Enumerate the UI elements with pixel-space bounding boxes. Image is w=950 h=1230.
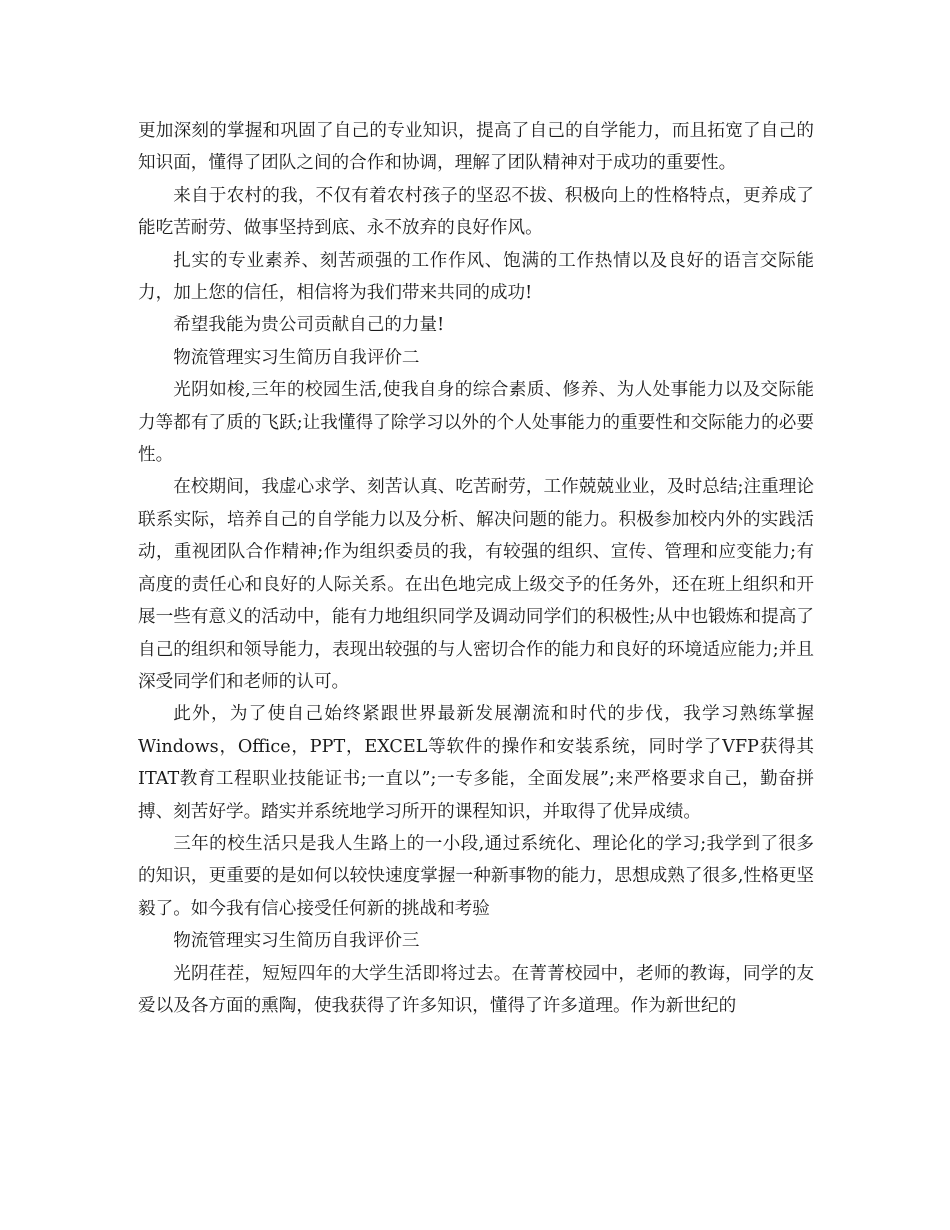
section-heading-2: 物流管理实习生简历自我评价二: [173, 347, 420, 368]
paragraph-6: 在校期间，我虚心求学、刻苦认真、吃苦耐劳，工作兢兢业业，及时总结;注重理论联系实际，培养自己的自学能力以及分析、解决问题的能力。积极参加校内外的实践活动，重视团队合作精神;作为组织委员的我，有较强的组织、宣传、管理和应变能力;有高度的责任心和良好的人际关系。在出色地完成上级交予的任务外，还在班上组织和开展一些有意义的活动中，能有力地组织同学及调动同学们的积极性;从中也锻炼和提高了自己的组织和领导能力，表现出较强的与人密切合作的能力和良好的环境适应能力;并且深受同学们和老师的认可。: [138, 477, 814, 692]
paragraph-2: 来自于农村的我，不仅有着农村孩子的坚忍不拔、积极向上的性格特点，更养成了能吃苦耐劳、做事坚持到底、永不放弃的良好作风。: [138, 185, 814, 239]
paragraph-4: 希望我能为贵公司贡献自己的力量!: [173, 315, 445, 336]
paragraph-3: 扎实的专业素养、刻苦顽强的工作作风、饱满的工作热情以及良好的语言交际能力，加上您的信任，相信将为我们带来共同的成功!: [138, 250, 814, 304]
paragraph-8: 三年的校生活只是我人生路上的一小段,通过系统化、理论化的学习;我学到了很多的知识，更重要的是如何以较快速度掌握一种新事物的能力，思想成熟了很多,性格更坚毅了。如今我有信心接受任何新的挑战和考验: [138, 833, 814, 919]
paragraph-1: 更加深刻的掌握和巩固了自己的专业知识，提高了自己的自学能力，而且拓宽了自己的知识面，懂得了团队之间的合作和协调，理解了团队精神对于成功的重要性。: [138, 121, 814, 174]
paragraph-9: 光阴荏茬，短短四年的大学生活即将过去。在菁菁校园中，老师的教诲，同学的友爱以及各方面的熏陶，使我获得了许多知识，懂得了许多道理。作为新世纪的: [138, 963, 814, 1016]
paragraph-5: 光阴如梭,三年的校园生活,使我自身的综合素质、修养、为人处事能力以及交际能力等都有了质的飞跃;让我懂得了除学习以外的个人处事能力的重要性和交际能力的必要性。: [138, 380, 814, 466]
section-heading-3: 物流管理实习生简历自我评价三: [173, 931, 420, 952]
paragraph-7: 此外，为了使自己始终紧跟世界最新发展潮流和时代的步伐，我学习熟练掌握Windows，Office，PPT，EXCEL等软件的操作和安装系统，同时学了VFP获得其ITAT教育工程职业技能证书;一直以”;一专多能，全面发展”;来严格要求自己，勤奋拼搏、刻苦好学。踏实并系统地学习所开的课程知识，并取得了优异成绩。: [138, 704, 814, 822]
document-page: [138, 115, 814, 1022]
